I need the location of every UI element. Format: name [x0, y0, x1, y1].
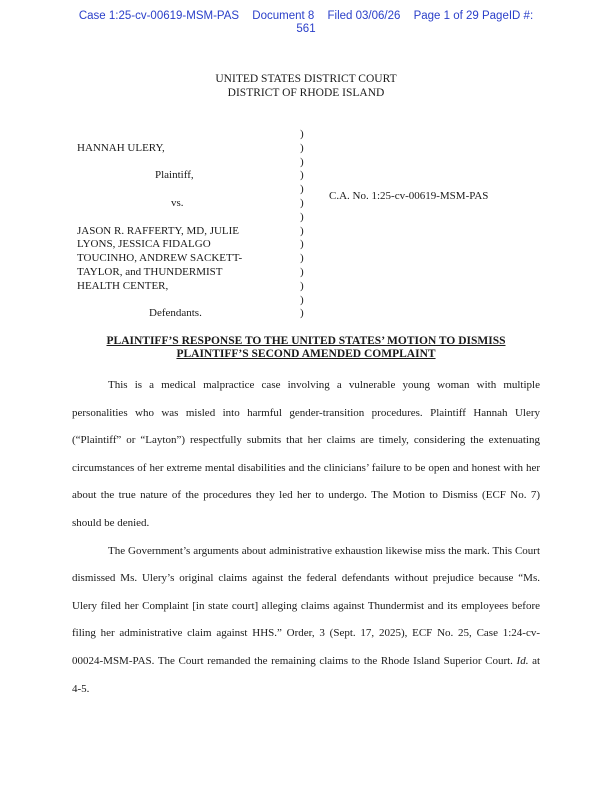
paren: ) — [300, 196, 304, 209]
case-number-header: Case 1:25-cv-00619-MSM-PAS — [78, 10, 240, 22]
paren: ) — [300, 224, 304, 237]
paren: ) — [300, 141, 304, 154]
paren: ) — [300, 265, 304, 278]
plaintiff-name: HANNAH ULERY, — [77, 141, 165, 154]
paragraph-1: This is a medical malpractice case involving a vulnerable young woman with multiple personalities who was misled into harmful gender-transition procedures. Plaintiff Hannah Ulery (“Plaintiff” or “Layton”) respectfully submits that her claims are timely, considering the extenuating circumstances of her extreme mental disabilities and the clinicians’ failure to be open and honest with her about the true nature of the procedures they led her to undergo. The Motion to Dismiss (ECF No. 7) should be denied. — [72, 379, 540, 529]
court-heading — [0, 72, 612, 100]
paren: ) — [300, 293, 304, 306]
versus-label: vs. — [171, 196, 184, 209]
page-info: Page 1 of 29 PageID #: — [413, 10, 534, 22]
defendant-line: TAYLOR, and THUNDERMIST — [77, 265, 223, 278]
civil-action-number: C.A. No. 1:25-cv-00619-MSM-PAS — [329, 190, 489, 202]
defendant-line: HEALTH CENTER, — [77, 279, 169, 292]
paren: ) — [300, 155, 304, 168]
paren: ) — [300, 169, 304, 182]
plaintiff-role: Plaintiff, — [155, 169, 194, 182]
ecf-header — [0, 10, 612, 36]
paren: ) — [300, 252, 304, 265]
document-body — [72, 372, 540, 703]
document-number: Document 8 — [252, 10, 315, 22]
filed-date: Filed 03/06/26 — [327, 10, 401, 22]
document-title — [0, 335, 612, 361]
paren: ) — [300, 210, 304, 223]
page-id: 561 — [296, 23, 316, 35]
caption-parentheses — [300, 128, 304, 321]
paragraph-2 — [72, 538, 540, 704]
paren: ) — [300, 279, 304, 292]
paren: ) — [300, 128, 304, 140]
defendants-role: Defendants. — [149, 307, 202, 320]
id-citation: Id. — [516, 654, 529, 667]
title-line-2: PLAINTIFF’S SECOND AMENDED COMPLAINT — [176, 348, 436, 360]
paren: ) — [300, 307, 304, 320]
defendant-line: JASON R. RAFFERTY, MD, JULIE — [77, 224, 240, 237]
caption-parties — [77, 128, 277, 321]
title-line-1: PLAINTIFF’S RESPONSE TO THE UNITED STATES’ MOTION TO DISMISS — [106, 335, 506, 347]
paragraph-2-end: at 4-5. — [72, 654, 541, 695]
defendant-line: LYONS, JESSICA FIDALGO — [77, 238, 211, 251]
court-name: UNITED STATES DISTRICT COURT — [215, 73, 397, 85]
paragraph-2-text: The Government’s arguments about administrative exhaustion likewise miss the mark. This Court dismissed Ms. Ulery’s original claims against the federal defendants without prejudice because “Ms. Ulery filed her Complaint [in state court] alleging claims against Thundermist and its employees before filing her administrative claim against HHS.” Order, 3 (Sept. 17, 2025), ECF No. 25, Case 1:24-cv-00024-MSM-PAS. The Court remanded the remaining claims to the Rhode Island Superior Court. — [72, 544, 540, 667]
court-district: DISTRICT OF RHODE ISLAND — [227, 87, 385, 99]
paren: ) — [300, 183, 304, 196]
defendant-line: TOUCINHO, ANDREW SACKETT- — [77, 252, 243, 265]
paren: ) — [300, 238, 304, 251]
